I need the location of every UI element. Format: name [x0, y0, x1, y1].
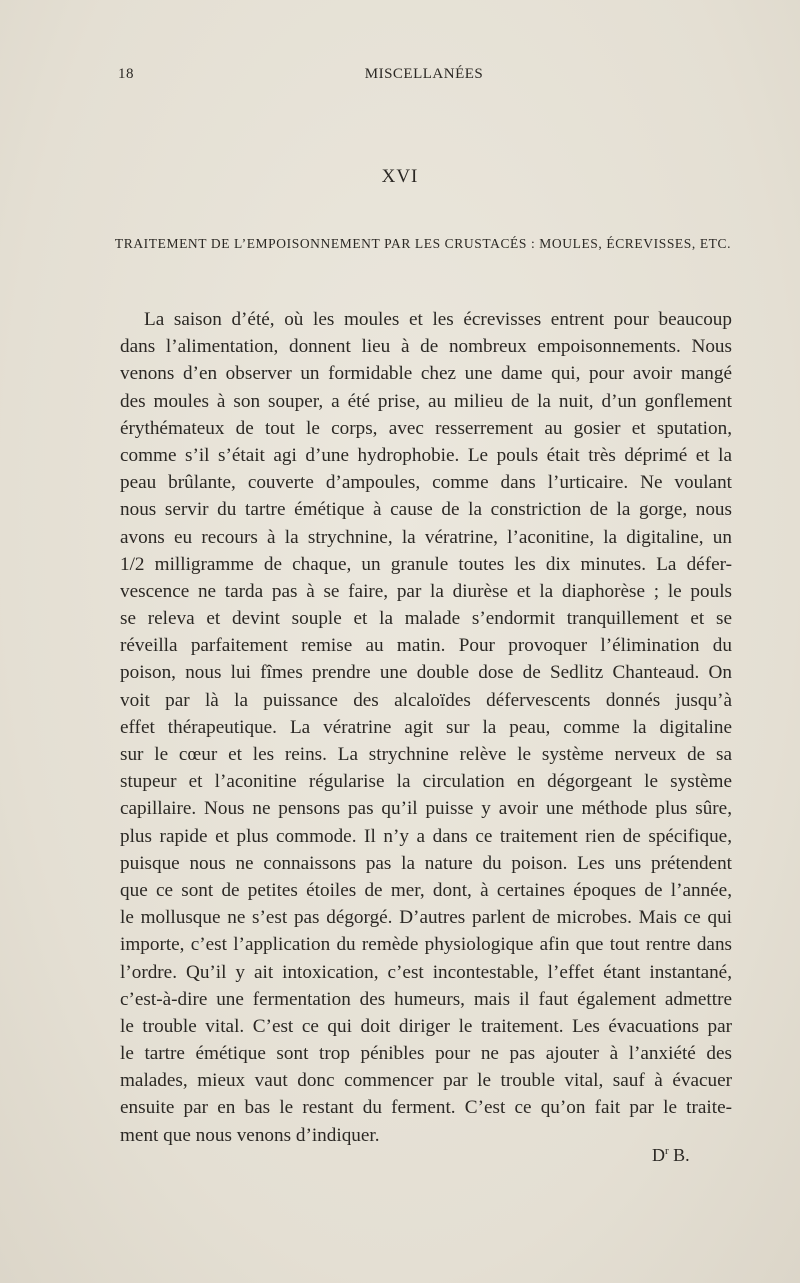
page-number: 18 — [118, 66, 134, 82]
body-line: l’ordre. Qu’il y ait intoxication, c’est incontestable, l’effet étant instantané, — [120, 961, 732, 983]
article-title: TRAITEMENT DE L’EMPOISONNEMENT PAR LES CRUSTACÉS : MOULES, ÉCREVISSES, ETC. — [114, 236, 732, 251]
body-line: érythémateux de tout le corps, avec resserrement au gosier et sputation, — [120, 417, 732, 439]
section-number: XVI — [381, 166, 419, 187]
body-line: se releva et devint souple et la malade s’endormit tranquillement et se — [120, 608, 732, 630]
body-line: stupeur et l’aconitine régularise la circulation en dégorgeant le système — [120, 771, 732, 793]
body-line: effet thérapeutique. La vératrine agit sur la peau, comme la digitaline — [120, 716, 732, 738]
signature-superscript: r — [665, 1145, 669, 1157]
body-line: le trouble vital. C’est ce qui doit diriger le traitement. Les évacuations par — [120, 1015, 732, 1037]
author-signature — [652, 1145, 690, 1166]
page-header — [118, 66, 730, 88]
body-line: des moules à son souper, a été prise, au milieu de la nuit, d’un gonflement — [120, 390, 732, 412]
body-line: dans l’alimentation, donnent lieu à de nombreux empoisonnements. Nous — [120, 336, 732, 358]
body-line: voit par là la puissance des alcaloïdes défervescents donnés jusqu’à — [120, 689, 732, 711]
signature-prefix: D — [652, 1145, 665, 1165]
body-line: La saison d’été, où les moules et les écrevisses entrent pour beaucoup — [144, 309, 732, 330]
signature-name: B. — [668, 1145, 690, 1165]
body-line: avons eu recours à la strychnine, la vératrine, l’aconitine, la digitaline, un — [120, 526, 732, 548]
body-line: malades, mieux vaut donc commencer par le trouble vital, sauf à évacuer — [120, 1070, 732, 1092]
body-line: vescence ne tarda pas à se faire, par la diurèse et la diaphorèse ; le pouls — [120, 580, 732, 602]
body-line: comme s’il s’était agi d’une hydrophobie. Le pouls était très déprimé et la — [120, 444, 732, 466]
body-line: le tartre émétique sont trop pénibles pour ne pas ajouter à l’anxiété des — [120, 1043, 732, 1065]
body-line: plus rapide et plus commode. Il n’y a dans ce traitement rien de spécifique, — [120, 825, 732, 847]
body-line: le mollusque ne s’est pas dégorgé. D’autres parlent de microbes. Mais ce qui — [120, 907, 732, 929]
body-line: peau brûlante, couverte d’ampoules, comme dans l’urticaire. Ne voulant — [120, 472, 732, 494]
body-line: poison, nous lui fîmes prendre une double dose de Sedlitz Chanteaud. On — [120, 662, 732, 684]
body-line: venons d’en observer un formidable chez une dame qui, pour avoir mangé — [120, 363, 732, 385]
running-head: MISCELLANÉES — [364, 66, 484, 82]
body-line: réveilla parfaitement remise au matin. Pour provoquer l’élimination du — [120, 635, 732, 657]
body-line: ensuite par en bas le restant du ferment. C’est ce qu’on fait par le traite- — [120, 1097, 732, 1119]
body-line: importe, c’est l’application du remède physiologique afin que tout rentre dans — [120, 934, 732, 956]
body-line: sur le cœur et les reins. La strychnine relève le système nerveux de sa — [120, 744, 732, 765]
body-line: nous servir du tartre émétique à cause de la constriction de la gorge, nous — [120, 499, 732, 521]
body-line: puisque nous ne connaissons pas la nature du poison. Les uns prétendent — [120, 852, 732, 874]
body-line: c’est-à-dire une fermentation des humeurs, mais il faut également admettre — [120, 988, 732, 1010]
article-body — [120, 306, 732, 1149]
body-line: capillaire. Nous ne pensons pas qu’il puisse y avoir une méthode plus sûre, — [120, 798, 732, 820]
body-line: 1/2 milligramme de chaque, un granule toutes les dix minutes. La défer- — [120, 553, 732, 575]
body-line: ment que nous venons d’indiquer. — [120, 1124, 380, 1146]
body-line: que ce sont de petites étoiles de mer, dont, à certaines époques de l’année, — [120, 879, 732, 901]
